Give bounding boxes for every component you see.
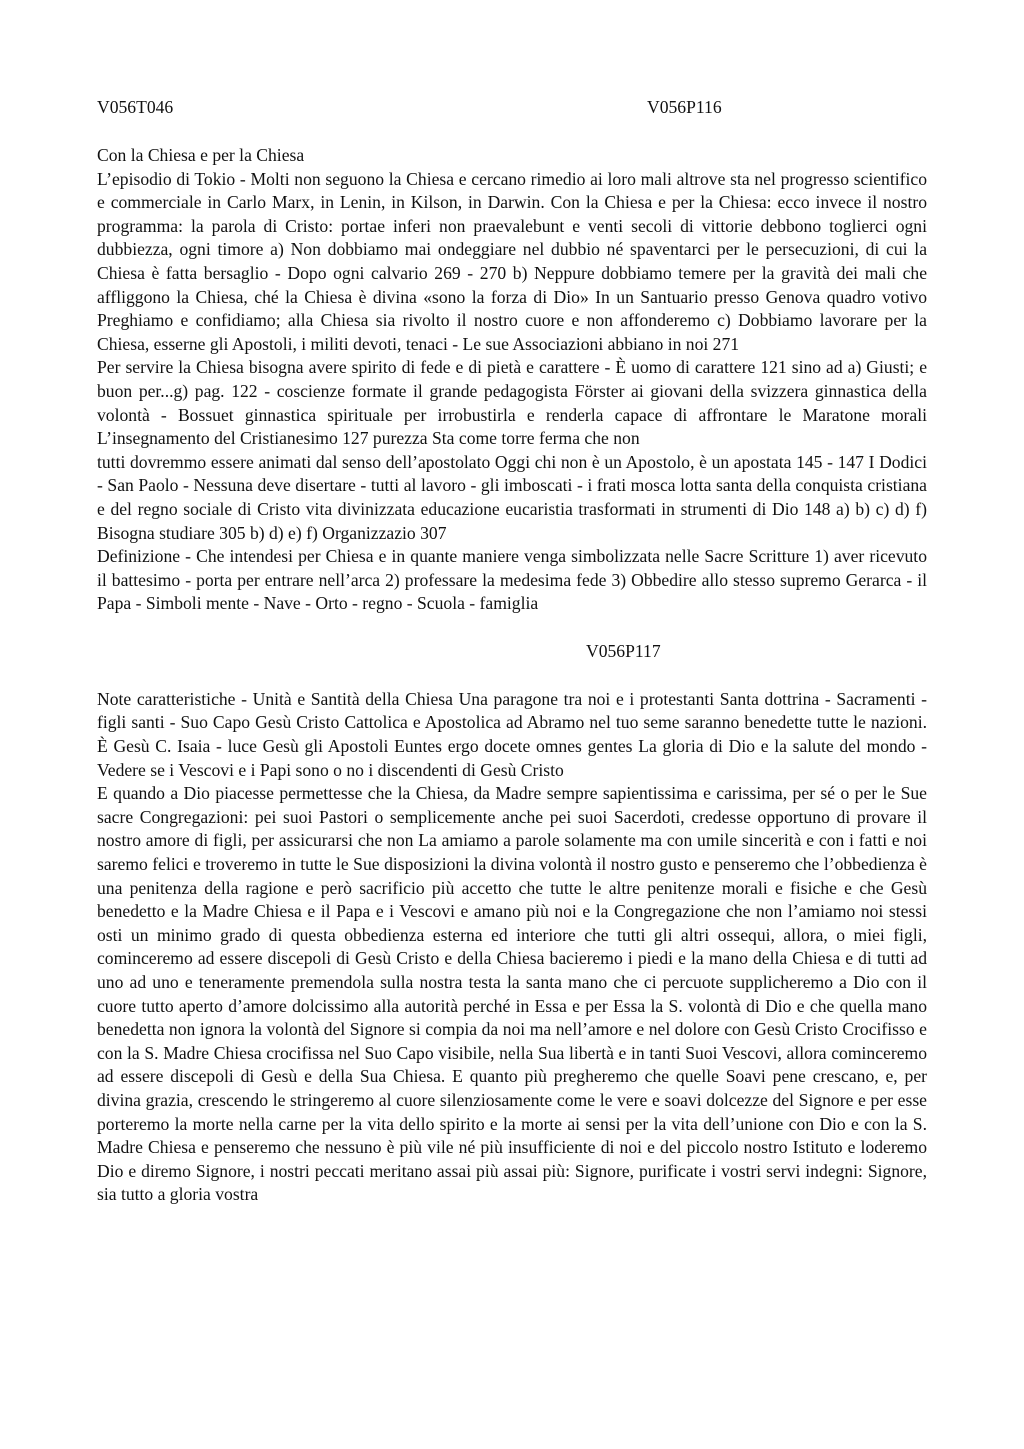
paragraph-servire: Per servire la Chiesa bisogna avere spirito di fede e di pietà e carattere - È uomo di carattere 121 sino ad a) Giusti; e buon per...g) pag. 122 - coscienze formate il grande pedagogista Förster ai giovani della svizzera ginnastica della volontà - Bossuet ginnastica spirituale per irrobustirla e renderla capace di affrontare le Maratone morali L’insegnamento del Cristianesimo 127 purezza Sta come torre ferma che non xyxy=(97,357,927,449)
paragraph-obbedienza: E quando a Dio piacesse permettesse che la Chiesa, da Madre sempre sapientissima e carissima, per sé o per le Sue sacre Congregazioni: pei suoi Pastori o semplicemente anche pei suoi Sacerdoti, credesse opportuno di provare il nostro amore di figli, per assicurarsi che non La amiamo a parole solamente ma con umile sincerità e con i fatti e noi saremo felici e troveremo in tutte le Sue disposizioni la divina volontà il nostro gusto e penseremo che l’obbedienza è una penitenza della ragione e però sacrificio più accetto che tutte le altre penitenze morali e fisiche e che Gesù benedetto e la Madre Chiesa e il Papa e i Vescovi e amano più noi e la Congregazione che non l’amiamo noi stessi osti un minimo grado di questa obbedienza esterna ed interiore che tutti gli altri ossequi, allora, o miei figli, cominceremo ad essere discepoli di Gesù Cristo e della Chiesa bacieremo i piedi e la mano della Chiesa e di tutti ad uno ad uno e teneramente premendola sulla nostra testa la santa mano che ci percuote supplicheremo a Dio con il cuore tutto aperto d’amore dolcissimo alla autorità perché in Essa e per Essa la S. volontà di Dio e che quella mano benedetta non ignora la volontà del Signore si compia da noi ma nell’amore e nel dolore con Gesù Cristo Crocifisso e con la S. Madre Chiesa crocifissa nel Suo Capo visibile, nella Sua libertà e in tanti Suoi Vescovi, allora cominceremo ad essere discepoli di Gesù e della Sua Chiesa. E quanto più pregheremo che quelle Soavi pene crescano, e, per divina grazia, crescendo le stringeremo al cuore silenziosamente come le vere e soavi dolcezze del Signore e per esse porteremo la morte nella carne per la vita dello spirito e la morte ai sensi per la vita dell’unione con Dio e con la S. Madre Chiesa e penseremo che nessuno è più vile né più insufficiente di noi e del piccolo nostro Istituto e loderemo Dio e diremo Signore, i nostri peccati meritano assai più assai più: Signore, purificate i vostri servi indegni: Signore, sia tutto a gloria vostra xyxy=(97,783,927,1205)
page-code-right: V056P116 xyxy=(647,97,722,117)
document-codes-row xyxy=(97,96,927,120)
page-code-center: V056P117 xyxy=(586,640,661,661)
section-note xyxy=(97,688,927,1207)
page-code-row xyxy=(97,640,927,664)
paragraph-apostolato: tutti dovremmo essere animati dal senso dell’apostolato Oggi chi non è un Apostolo, è un apostata 145 - 147 I Dodici - San Paolo - Nessuna deve disertare - tutti al lavoro - gli imboscati - i frati mosca lotta santa della conquista cristiana e del regno sociale di Cristo vita divinizzata educazione eucaristia trasformati in strumenti di Dio 148 a) b) c) d) f) Bisogna studiare 305 b) d) e) f) Organizzazio 307 xyxy=(97,451,927,543)
section-title: Con la Chiesa e per la Chiesa xyxy=(97,145,305,165)
document-code-left: V056T046 xyxy=(97,97,174,117)
paragraph-tokio: L’episodio di Tokio - Molti non seguono la Chiesa e cercano rimedio ai loro mali altrove sta nel progresso scientifico e commerciale in Carlo Marx, in Lenin, in Kilson, in Darwin. Con la Chiesa e per la Chiesa: ecco invece il nostro programma: la parola di Cristo: portae inferi non praevalebunt e venti secoli di vittorie debbono toglierci ogni dubbiezza, ogni timore a) Non dobbiamo mai ondeggiare nel dubbio né spaventarci per le persecuzioni, di cui la Chiesa è fatta bersaglio - Dopo ogni calvario 269 - 270 b) Neppure dobbiamo temere per la gravità dei mali che affliggono la Chiesa, ché la Chiesa è divina «sono la forza di Dio» In un Santuario presso Genova quadro votivo Preghiamo e confidiamo; alla Chiesa sia rivolto il nostro cuore e non affonderemo c) Dobbiamo lavorare per la Chiesa, esserne gli Apostoli, i militi devoti, tenaci - Le sue Associazioni abbiano in noi 271 xyxy=(97,168,927,354)
section-chiesa xyxy=(97,144,927,616)
paragraph-definizione: Definizione - Che intendesi per Chiesa e in quante maniere venga simbolizzata nelle Sacre Scritture 1) aver ricevuto il battesimo - porta per entrare nell’arca 2) professare la medesima fede 3) Obbedire allo stesso supremo Gerarca - il Papa - Simboli mente - Nave - Orto - regno - Scuola - famiglia xyxy=(97,546,927,614)
document-page xyxy=(97,96,927,1207)
paragraph-note: Note caratteristiche - Unità e Santità della Chiesa Una paragone tra noi e i protestanti Santa dottrina - Sacramenti - figli santi - Suo Capo Gesù Cristo Cattolica e Apostolica ad Abramo nel tuo seme saranno benedette tutte le nazioni. È Gesù C. Isaia - luce Gesù gli Apostoli Euntes ergo docete omnes gentes La gloria di Dio e la salute del mondo - Vedere se i Vescovi e i Papi sono o no i discendenti di Gesù Cristo xyxy=(97,688,927,780)
